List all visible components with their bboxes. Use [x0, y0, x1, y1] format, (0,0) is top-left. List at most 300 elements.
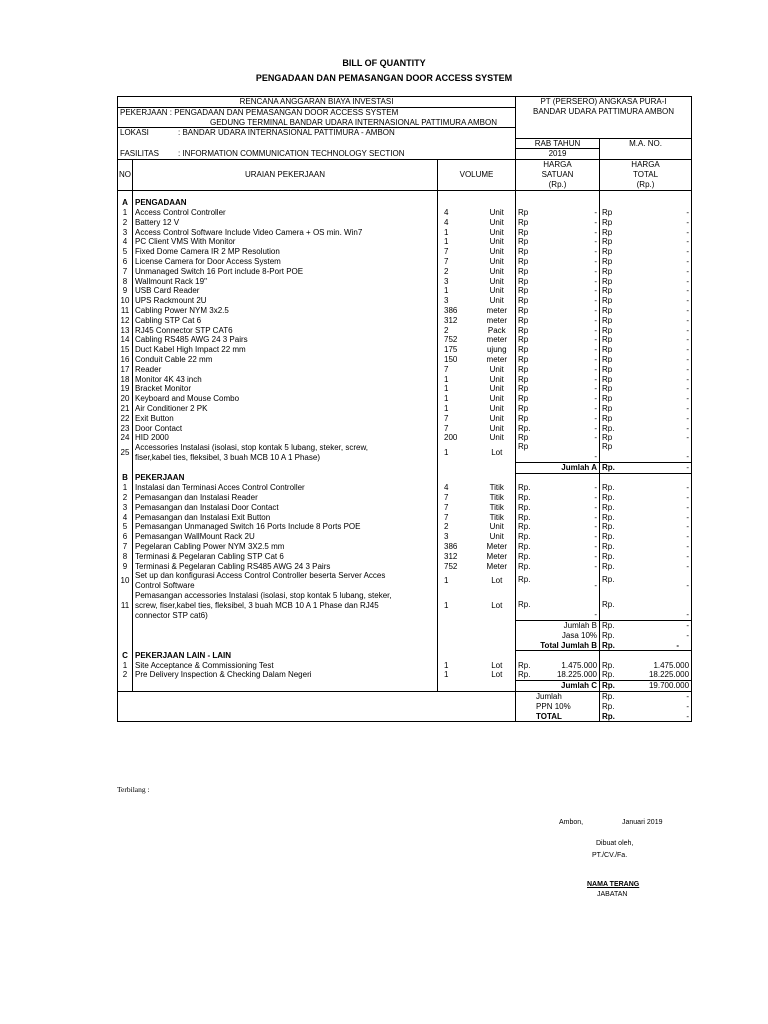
item-unit: Titik — [489, 493, 504, 503]
item-no: 9 — [118, 562, 133, 572]
item-no: 9 — [118, 286, 133, 296]
subtotal-value: Rp. - — [600, 620, 692, 630]
item-no: 6 — [118, 257, 133, 267]
item-unit-price: Rp. - — [516, 493, 600, 503]
section-title: PEKERJAAN — [133, 473, 438, 483]
item-unit-price: Rp - — [516, 306, 600, 316]
section-b-jasa — [118, 631, 692, 641]
table-row — [118, 493, 692, 503]
table-row — [118, 345, 692, 355]
table-row — [118, 316, 692, 326]
item-desc: Pemasangan dan Instalasi Reader — [133, 493, 438, 503]
item-qty: 1 — [438, 384, 479, 394]
item-no: 21 — [118, 404, 133, 414]
item-unit-price: Rp. 18.225.000 — [516, 670, 600, 680]
item-no: 17 — [118, 365, 133, 375]
item-desc: USB Card Reader — [133, 286, 438, 296]
table-row — [118, 326, 692, 336]
item-total-price: Rp - — [600, 257, 692, 267]
item-desc: RJ45 Connector STP CAT6 — [133, 326, 438, 336]
item-unit-price: Rp - — [516, 286, 600, 296]
table-row — [118, 483, 692, 493]
item-desc: Access Control Software Include Video Camera + OS min. Win7 — [133, 228, 438, 238]
item-no: 3 — [118, 503, 133, 513]
section-c-subtotal — [118, 681, 692, 692]
item-unit: Lot — [491, 670, 503, 680]
item-unit: meter — [486, 335, 507, 345]
item-desc: UPS Rackmount 2U — [133, 296, 438, 306]
item-qty: 2 — [438, 522, 479, 532]
item-total-price: Rp - — [600, 218, 692, 228]
item-total-price: Rp - — [600, 316, 692, 326]
item-unit: Unit — [489, 296, 504, 306]
item-qty: 3 — [438, 296, 479, 306]
col-harga-total-2: TOTAL — [600, 170, 692, 180]
item-unit-price: Rp - — [516, 335, 600, 345]
item-qty: 312 — [438, 316, 479, 326]
item-unit: Unit — [489, 247, 504, 257]
section-b-subtotal — [118, 620, 692, 630]
dibuat-oleh: Dibuat oleh, — [596, 840, 634, 847]
item-unit-price: Rp - — [516, 218, 600, 228]
ma-no-label: M.A. NO. — [600, 138, 692, 149]
item-desc: Battery 12 V — [133, 218, 438, 228]
table-row — [118, 562, 692, 572]
item-unit-price: Rp - — [516, 326, 600, 336]
jabatan: JABATAN — [597, 891, 628, 898]
item-qty: 1 — [438, 286, 479, 296]
item-unit-price: Rp - — [516, 384, 600, 394]
item-desc: PC Client VMS With Monitor — [133, 237, 438, 247]
pekerjaan-line1: PEKERJAAN : PENGADAAN DAN PEMASANGAN DOOR ACCESS SYSTEM — [118, 107, 516, 117]
item-qty: 1 — [438, 670, 479, 680]
item-unit: Meter — [486, 551, 507, 561]
header-row-lokasi — [118, 128, 692, 138]
item-no: 1 — [118, 483, 133, 493]
item-total-price: Rp. - — [600, 493, 692, 503]
item-unit: Titik — [489, 483, 504, 493]
item-desc: Bracket Monitor — [133, 384, 438, 394]
item-qty: 7 — [438, 513, 479, 523]
item-unit: Unit — [489, 286, 504, 296]
item-qty: 2 — [438, 267, 479, 277]
item-total-price: Rp - — [600, 433, 692, 443]
item-desc: Access Control Controller — [133, 208, 438, 218]
item-unit-price: Rp. - — [516, 513, 600, 523]
item-unit: Lot — [491, 660, 503, 670]
header-row-rab-tahun — [118, 138, 692, 149]
section-title: PENGADAAN — [133, 198, 438, 208]
col-harga-satuan-2: SATUAN — [516, 170, 600, 180]
item-desc: Set up dan konfigurasi Access Control Controller beserta Server Acces Control Software — [133, 571, 438, 591]
item-total-price: Rp - — [600, 228, 692, 238]
pekerjaan-line2: GEDUNG TERMINAL BANDAR UDARA INTERNASIONAL PATTIMURA AMBON — [118, 118, 516, 128]
item-desc: Accessories Instalasi (isolasi, stop kontak 5 lubang, steker, screw, fiser,kabel ties, fleksibel, 3 buah MCB 10 A 1 Phase) — [133, 443, 438, 463]
table-row — [118, 208, 692, 218]
section-a-subtotal — [118, 463, 692, 474]
item-unit: Meter — [486, 561, 507, 571]
item-unit: Unit — [489, 276, 504, 286]
table-row — [118, 335, 692, 345]
col-harga-satuan-3: (Rp.) — [516, 180, 600, 190]
item-no: 10 — [118, 296, 133, 306]
item-desc: Cabling RS485 AWG 24 3 Pairs — [133, 335, 438, 345]
item-desc: Reader — [133, 365, 438, 375]
item-unit: Unit — [489, 433, 504, 443]
item-unit-price: Rp. - — [516, 552, 600, 562]
table-row — [118, 513, 692, 523]
col-volume: VOLUME — [438, 170, 516, 180]
item-qty: 7 — [438, 247, 479, 257]
item-total-price: Rp. - — [600, 483, 692, 493]
item-unit: Unit — [489, 374, 504, 384]
item-total-price: Rp. - — [600, 424, 692, 434]
jasa-label: Jasa 10% — [516, 631, 600, 641]
item-desc: Terminasi & Pegelaran Cabling STP Cat 6 — [133, 552, 438, 562]
lokasi-row — [118, 128, 516, 138]
item-total-price: Rp - — [600, 208, 692, 218]
item-qty: 1 — [438, 375, 479, 385]
item-unit-price: Rp. - — [516, 483, 600, 493]
item-total-price: Rp. - — [600, 513, 692, 523]
item-total-price: Rp - — [600, 365, 692, 375]
item-desc: Pemasangan dan Instalasi Door Contact — [133, 503, 438, 513]
table-row — [118, 267, 692, 277]
summary-ppn-value: Rp. - — [600, 702, 692, 712]
col-harga-satuan-1: HARGA — [516, 160, 600, 170]
item-total-price: Rp - — [600, 394, 692, 404]
item-unit: Unit — [489, 522, 504, 532]
item-unit-price: Rp. - — [516, 503, 600, 513]
item-unit-price: Rp - — [516, 267, 600, 277]
summary-ppn-label: PPN 10% — [516, 702, 600, 712]
table-row — [118, 355, 692, 365]
item-total-price: Rp. 18.225.000 — [600, 670, 692, 680]
item-qty: 1 — [438, 237, 479, 247]
item-qty: 1 — [438, 228, 479, 238]
spacer-row — [118, 190, 692, 198]
item-no: 8 — [118, 552, 133, 562]
nama-terang: NAMA TERANG — [587, 881, 640, 888]
item-no: 12 — [118, 316, 133, 326]
item-total-price: Rp. - — [600, 532, 692, 542]
item-qty: 7 — [438, 493, 479, 503]
item-desc: Conduit Cable 22 mm — [133, 355, 438, 365]
item-total-price: Rp - — [600, 267, 692, 277]
item-qty: 4 — [438, 208, 479, 218]
item-unit: Unit — [489, 256, 504, 266]
item-desc: Air Conditioner 2 PK — [133, 404, 438, 414]
column-header-row-3 — [118, 180, 692, 190]
item-qty: 1 — [438, 661, 479, 671]
item-total-price: Rp - — [600, 306, 692, 316]
item-no: 15 — [118, 345, 133, 355]
item-unit: meter — [486, 354, 507, 364]
col-harga-total-1: HARGA — [600, 160, 692, 170]
item-unit-price: Rp - — [516, 375, 600, 385]
table-row — [118, 542, 692, 552]
item-unit-price: Rp. 1.475.000 — [516, 661, 600, 671]
table-row — [118, 443, 692, 463]
section-letter: C — [118, 651, 133, 661]
item-unit-price: Rp. - — [516, 522, 600, 532]
summary-jumlah-label: Jumlah — [516, 692, 600, 702]
item-desc: Pre Delivery Inspection & Checking Dalam Negeri — [133, 670, 438, 680]
item-unit-price: Rp. - — [516, 424, 600, 434]
item-desc: Door Contact — [133, 424, 438, 434]
item-qty: 752 — [438, 562, 479, 572]
item-total-price: Rp - — [600, 375, 692, 385]
item-unit: Unit — [489, 403, 504, 413]
summary-jumlah — [118, 692, 692, 702]
item-no: 19 — [118, 384, 133, 394]
item-unit-price: Rp. - — [516, 562, 600, 572]
item-no: 7 — [118, 267, 133, 277]
item-desc: Exit Button — [133, 414, 438, 424]
item-qty: 7 — [438, 503, 479, 513]
item-total-price: Rp. - — [600, 542, 692, 552]
total-b-value: Rp. - — [600, 641, 692, 651]
item-unit: Meter — [486, 542, 507, 552]
summary-total-value: Rp. - — [600, 712, 692, 722]
item-qty: 4 — [438, 218, 479, 228]
item-desc: Pegelaran Cabling Power NYM 3X2.5 mm — [133, 542, 438, 552]
item-unit-price: Rp. - — [516, 571, 600, 591]
item-unit: Unit — [489, 227, 504, 237]
item-unit-price: Rp - — [516, 404, 600, 414]
item-unit-price: Rp - — [516, 365, 600, 375]
table-row — [118, 247, 692, 257]
item-qty: 7 — [438, 424, 479, 434]
item-desc: Unmanaged Switch 16 Port include 8-Port POE — [133, 267, 438, 277]
item-unit-price: Rp - — [516, 443, 600, 463]
item-desc: HID 2000 — [133, 433, 438, 443]
item-no: 4 — [118, 237, 133, 247]
rab-tahun-label: RAB TAHUN — [516, 138, 600, 149]
item-total-price: Rp - — [600, 247, 692, 257]
item-total-price: Rp - — [600, 414, 692, 424]
document-subtitle: PENGADAAN DAN PEMASANGAN DOOR ACCESS SYSTEM — [255, 73, 513, 83]
table-row — [118, 306, 692, 316]
item-total-price: Rp - — [600, 237, 692, 247]
item-unit: Unit — [489, 413, 504, 423]
item-no: 11 — [118, 591, 133, 620]
table-row — [118, 552, 692, 562]
item-no: 13 — [118, 326, 133, 336]
item-unit: Unit — [489, 217, 504, 227]
table-row — [118, 228, 692, 238]
item-unit-price: Rp - — [516, 355, 600, 365]
item-no: 25 — [118, 443, 133, 463]
total-b-label: Total Jumlah B — [516, 641, 600, 651]
item-desc: Pemasangan WallMount Rack 2U — [133, 532, 438, 542]
table-row — [118, 433, 692, 443]
item-no: 11 — [118, 306, 133, 316]
item-unit-price: Rp - — [516, 257, 600, 267]
item-unit: Unit — [489, 207, 504, 217]
item-qty: 3 — [438, 277, 479, 287]
item-qty: 150 — [438, 355, 479, 365]
item-no: 2 — [118, 670, 133, 680]
item-desc: Duct Kabel High Impact 22 mm — [133, 345, 438, 355]
table-row — [118, 394, 692, 404]
item-unit-price: Rp - — [516, 228, 600, 238]
table-row — [118, 237, 692, 247]
item-unit: meter — [486, 315, 507, 325]
table-row — [118, 286, 692, 296]
item-qty: 200 — [438, 433, 479, 443]
item-unit: Unit — [489, 384, 504, 394]
item-qty: 7 — [438, 365, 479, 375]
item-desc: Pemasangan Unmanaged Switch 16 Ports Include 8 Ports POE — [133, 522, 438, 532]
item-unit: Lot — [491, 600, 503, 610]
item-unit-price: Rp. - — [516, 542, 600, 552]
terbilang-label: Terbilang : — [117, 785, 150, 794]
item-unit: Lot — [491, 447, 503, 457]
table-row — [118, 414, 692, 424]
lokasi-value: : BANDAR UDARA INTERNASIONAL PATTIMURA - AMBON — [178, 128, 395, 138]
item-total-price: Rp - — [600, 404, 692, 414]
column-header-row-2 — [118, 170, 692, 180]
item-no: 5 — [118, 247, 133, 257]
item-unit-price: Rp - — [516, 414, 600, 424]
item-qty: 4 — [438, 483, 479, 493]
item-desc: Terminasi & Pegelaran Cabling RS485 AWG 24 3 Pairs — [133, 562, 438, 572]
item-unit: Unit — [489, 532, 504, 542]
section-b-header — [118, 473, 692, 483]
item-no: 22 — [118, 414, 133, 424]
section-title: PEKERJAAN LAIN - LAIN — [133, 651, 438, 661]
table-row — [118, 384, 692, 394]
item-desc: Wallmount Rack 19" — [133, 277, 438, 287]
item-qty: 386 — [438, 306, 479, 316]
table-row — [118, 532, 692, 542]
subtotal-value: Rp. 19.700.000 — [600, 681, 692, 692]
col-harga-total-3: (Rp.) — [600, 180, 692, 190]
item-qty: 1 — [438, 591, 479, 620]
item-qty: 1 — [438, 404, 479, 414]
boq-table-body — [118, 97, 692, 722]
table-row — [118, 296, 692, 306]
item-total-price: Rp - — [600, 355, 692, 365]
item-desc: Fixed Dome Camera IR 2 MP Resolution — [133, 247, 438, 257]
item-no: 2 — [118, 218, 133, 228]
item-total-price: Rp - — [600, 286, 692, 296]
item-no: 6 — [118, 532, 133, 542]
section-letter: A — [118, 198, 133, 208]
item-unit-price: Rp - — [516, 345, 600, 355]
item-unit: ujung — [486, 345, 507, 355]
item-desc: Cabling Power NYM 3x2.5 — [133, 306, 438, 316]
item-no: 3 — [118, 228, 133, 238]
item-unit-price: Rp. - — [516, 532, 600, 542]
item-no: 1 — [118, 208, 133, 218]
table-row — [118, 277, 692, 287]
subtotal-label: Jumlah A — [516, 463, 600, 474]
col-no: NO — [119, 170, 131, 180]
table-row — [118, 503, 692, 513]
column-header-row-1 — [118, 160, 692, 170]
fasilitas-value: : INFORMATION COMMUNICATION TECHNOLOGY SECTION — [178, 148, 405, 158]
item-unit-price: Rp - — [516, 277, 600, 287]
header-row-fasilitas — [118, 149, 692, 160]
item-unit-price: Rp - — [516, 247, 600, 257]
rab-year: 2019 — [516, 149, 600, 160]
item-qty: 386 — [438, 542, 479, 552]
item-desc: Site Acceptance & Commissioning Test — [133, 661, 438, 671]
header-row-gedung — [118, 118, 692, 128]
item-unit-price: Rp - — [516, 394, 600, 404]
table-row — [118, 522, 692, 532]
col-uraian: URAIAN PEKERJAAN — [133, 170, 438, 180]
item-no: 5 — [118, 522, 133, 532]
item-unit: Unit — [489, 237, 504, 247]
item-qty: 2 — [438, 326, 479, 336]
summary-total-label: TOTAL — [516, 712, 600, 722]
section-letter: B — [118, 473, 133, 483]
item-unit-price: Rp - — [516, 208, 600, 218]
table-row — [118, 375, 692, 385]
item-unit: Unit — [489, 423, 504, 433]
item-unit: Titik — [489, 512, 504, 522]
item-no: 10 — [118, 571, 133, 591]
item-total-price: Rp - — [600, 296, 692, 306]
item-no: 20 — [118, 394, 133, 404]
item-qty: 752 — [438, 335, 479, 345]
item-qty: 7 — [438, 414, 479, 424]
header-row-pekerjaan — [118, 107, 692, 117]
table-row — [118, 218, 692, 228]
item-total-price: Rp - — [600, 384, 692, 394]
boq-table — [117, 96, 692, 722]
item-desc: Instalasi dan Terminasi Acces Control Controller — [133, 483, 438, 493]
item-total-price: Rp. - — [600, 552, 692, 562]
item-total-price: Rp. - — [600, 522, 692, 532]
item-no: 8 — [118, 277, 133, 287]
item-unit: Unit — [489, 364, 504, 374]
item-no: 14 — [118, 335, 133, 345]
item-no: 7 — [118, 542, 133, 552]
table-row — [118, 591, 692, 620]
item-no: 18 — [118, 375, 133, 385]
item-qty: 1 — [438, 571, 479, 591]
table-row — [118, 257, 692, 267]
item-qty: 7 — [438, 257, 479, 267]
summary-jumlah-value: Rp. - — [600, 692, 692, 702]
item-total-price: Rp. 1.475.000 — [600, 661, 692, 671]
item-no: 4 — [118, 513, 133, 523]
item-qty: 1 — [438, 394, 479, 404]
item-total-price: Rp - — [600, 326, 692, 336]
company-line1: PT (PERSERO) ANGKASA PURA-I — [516, 97, 692, 108]
item-unit-price: Rp - — [516, 433, 600, 443]
item-qty: 175 — [438, 345, 479, 355]
item-unit: Pack — [487, 325, 506, 335]
lokasi-label: LOKASI — [120, 128, 149, 138]
item-unit-price: Rp - — [516, 316, 600, 326]
table-row — [118, 670, 692, 680]
item-unit: meter — [486, 305, 507, 315]
document-title: BILL OF QUANTITY — [342, 58, 426, 68]
table-row — [118, 661, 692, 671]
item-unit-price: Rp - — [516, 296, 600, 306]
table-row — [118, 424, 692, 434]
item-total-price: Rp. - — [600, 591, 692, 620]
item-no: 16 — [118, 355, 133, 365]
rab-title: RENCANA ANGGARAN BIAYA INVESTASI — [118, 97, 516, 108]
item-unit: Lot — [491, 576, 503, 586]
fasilitas-row — [118, 149, 516, 160]
